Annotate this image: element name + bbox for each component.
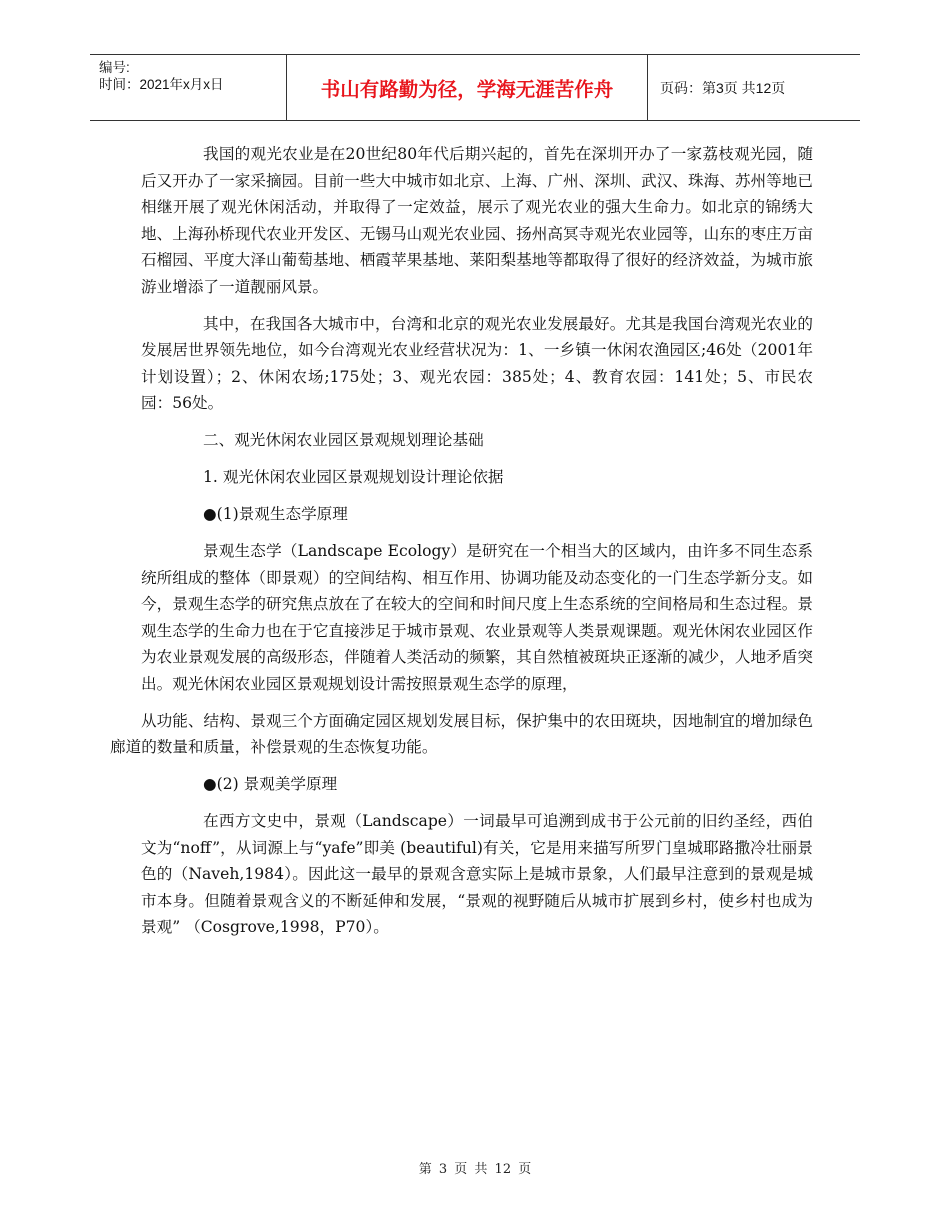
paragraph-taiwan: 其中，在我国各大城市中，台湾和北京的观光农业发展最好。尤其是我国台湾观光农业的发展居世界领先地位，如今台湾观光农业经营状况为：1、一乡镇一休闲农渔园区;46处（2001年计划设置）；2、休闲农场;175处；3、观光农园：385处；4、教育农园：141处；5、市民农园：56处。	[141, 314, 813, 412]
header-motto: 书山有路勤为径，学海无涯苦作舟	[286, 55, 648, 120]
bullet-heading-ecology: ●(1)景观生态学原理	[203, 505, 348, 523]
paragraph-ecology-continued: 从功能、结构、景观三个方面确定园区规划发展目标，保护集中的农田斑块，因地制宜的增加绿色廊道的数量和质量，补偿景观的生态恢复功能。	[110, 711, 813, 756]
bullet-heading-aesthetics: ●(2) 景观美学原理	[203, 775, 338, 793]
page-footer: 第 3 页 共 12 页	[418, 1162, 532, 1177]
paragraph-intro: 我国的观光农业是在20世纪80年代后期兴起的，首先在深圳开办了一家荔枝观光园，随后又开办了一家采摘园。目前一些大中城市如北京、上海、广州、深圳、武汉、珠海、苏州等地已相继开展了观光休闲活动，并取得了一定效益，展示了观光农业的强大生命力。如北京的锦绣大地、上海孙桥现代农业开发区、无锡马山观光农业园、扬州高冥寺观光农业园等，山东的枣庄万亩石榴园、平度大泽山葡萄基地、栖霞苹果基地、莱阳梨基地等都取得了很好的经济效益，为城市旅游业增添了一道靓丽风景。	[141, 145, 813, 296]
header-page-info: 页码：第3页 共12页	[660, 79, 786, 96]
section-heading: 二、观光休闲农业园区景观规划理论基础	[203, 431, 484, 449]
header-meta	[99, 59, 224, 93]
document-number-label: 编号:	[99, 60, 130, 75]
document-body	[110, 141, 813, 951]
subsection-heading: 1. 观光休闲农业园区景观规划设计理论依据	[203, 468, 504, 486]
paragraph-aesthetics: 在西方文史中，景观（Landscape）一词最早可追溯到成书于公元前的旧约圣经，西伯文为“noff”，从词源上与“yafe”即美 (beautiful)有关，它是用来描写所罗门皇城耶路撒冷壮丽景色的（Naveh,1984）。因此这一最早的景观含意实际上是城市景象，人们最早注意到的景观是城市本身。但随着景观含义的不断延伸和发展，“景观的视野随后从城市扩展到乡村，使乡村也成为景观” （Cosgrove,1998，P70）。	[141, 812, 813, 936]
page-header	[90, 54, 860, 121]
paragraph-ecology: 景观生态学（Landscape Ecology）是研究在一个相当大的区域内，由许多不同生态系统所组成的整体（即景观）的空间结构、相互作用、协调功能及动态变化的一门生态学新分支。如今，景观生态学的研究焦点放在了在较大的空间和时间尺度上生态系统的空间格局和生态过程。景观生态学的生命力也在于它直接涉足于城市景观、农业景观等人类景观课题。观光休闲农业园区作为农业景观发展的高级形态，伴随着人类活动的频繁，其自然植被斑块正逐渐的减少，人地矛盾突出。观光休闲农业园区景观规划设计需按照景观生态学的原理，	[141, 542, 813, 693]
document-time: 时间：2021年x月x日	[99, 77, 224, 92]
